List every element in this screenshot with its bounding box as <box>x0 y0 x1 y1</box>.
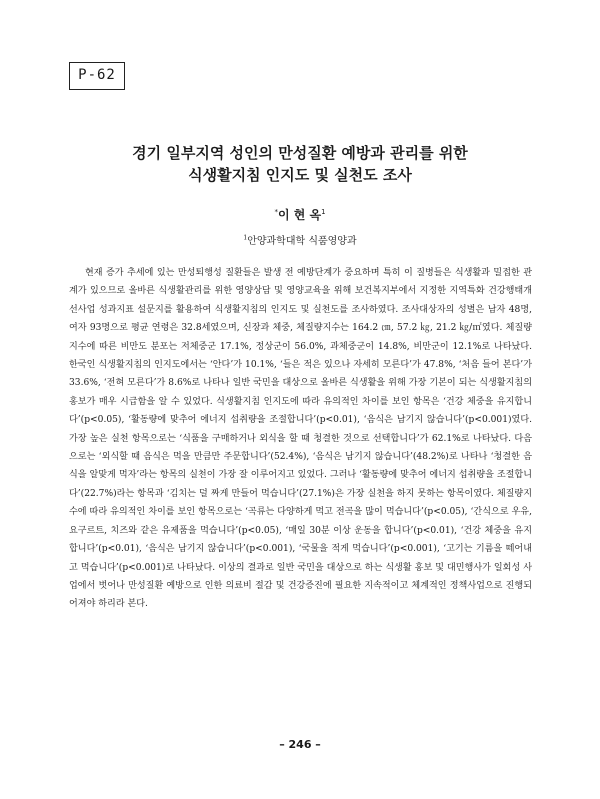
author-sup: 1 <box>321 208 326 216</box>
paper-title <box>60 142 540 186</box>
author <box>60 206 540 223</box>
affiliation <box>60 232 540 247</box>
title-line-2: 식생활지침 인지도 및 실천도 조사 <box>188 166 412 184</box>
author-mark: * <box>274 208 278 216</box>
abstract-body: 현재 증가 추세에 있는 만성퇴행성 질환들은 발생 전 예방단계가 중요하며 특히 이 질병들은 식생활과 밀접한 관계가 있으므로 올바른 식생활관리를 위한 영양상담 및 영양교육을 위해 보건복지부에서 지정한 지역특화 건강행태개선사업 성과지표 설문지를 활용하여 식생활지침의 인지도 및 실천도를 조사하였다. 조사대상자의 성별은 남자 48명, 여자 93명으로 평균 연령은 32.8세였으며, 신장과 체중, 체질량지수는 164.2 ㎝, 57.2 ㎏, 21.2 ㎏/㎡였다. 체질량지수에 따른 비만도 분포는 저체중군 17.1%, 정상군이 56.0%, 과체중군이 14.8%, 비만군이 12.1%로 나타났다. 한국인 식생활지침의 인지도에서는 ‘안다’가 10.1%, ‘들은 적은 있으나 자세히 모른다’가 47.8%, ‘처음 들어 본다’가 33.6%, ‘전혀 모른다’가 8.6%로 나타나 일반 국민을 대상으로 올바른 식생활을 위해 가장 기본이 되는 식생활지침의 홍보가 매우 시급함을 알 수 있었다. 식생활지침 인지도에 따라 유의적인 차이를 보인 항목은 ‘건강 체중을 유지합니다’(p<0.05), ‘활동량에 맞추어 에너지 섭취량을 조절합니다’(p<0.01), ‘음식은 남기지 않습니다’(p<0.001)였다. 가장 높은 실천 항목으로는 ‘식품을 구매하거나 외식을 할 때 청결한 것으로 선택합니다’가 62.1%로 나타났다. 다음으로는 ‘외식할 때 음식은 먹을 만큼만 주문합니다’(52.4%), ‘음식은 남기지 않습니다’(48.2%)로 나타나 ‘청결한 음식을 알맞게 먹자’라는 항목의 실천이 가장 잘 이루어지고 있었다. 그러나 ‘활동량에 맞추어 에너지 섭취량을 조절합니다’(22.7%)라는 항목과 ‘김치는 덜 짜게 만들어 먹습니다’(27.1%)은 가장 실천을 하지 못하는 항목이였다. 체질량지수에 따라 유의적인 차이를 보인 항목으로는 ‘곡류는 다양하게 먹고 전곡을 많이 먹습니다’(p<0.05), ‘간식으로 우유, 요구르트, 치즈와 같은 유제품을 먹습니다’(p<0.05), ‘매일 30분 이상 운동을 합니다’(p<0.01), ‘건강 체중을 유지합니다’(p<0.01), ‘음식은 남기지 않습니다’(p<0.001), ‘국물을 적게 먹습니다’(p<0.001), ‘고기는 기름을 떼어내고 먹습니다’(p<0.001)로 나타났다. 이상의 결과로 일반 국민을 대상으로 하는 식생활 홍보 및 대민행사가 일회성 사업에서 벗어나 만성질환 예방으로 인한 의료비 절감 및 건강증진에 필요한 지속적이고 체계적인 정책사업으로 진행되어져야 하리라 본다. <box>69 268 532 610</box>
author-name: 이 현 옥 <box>277 208 322 222</box>
affiliation-text: 안양과학대학 식품영양과 <box>247 236 357 247</box>
affiliation-sup: 1 <box>243 234 248 242</box>
title-line-1: 경기 일부지역 성인의 만성질환 예방과 관리를 위한 <box>132 144 468 162</box>
page-number: – 246 – <box>279 738 321 751</box>
poster-id-box: P-62 <box>69 62 125 90</box>
